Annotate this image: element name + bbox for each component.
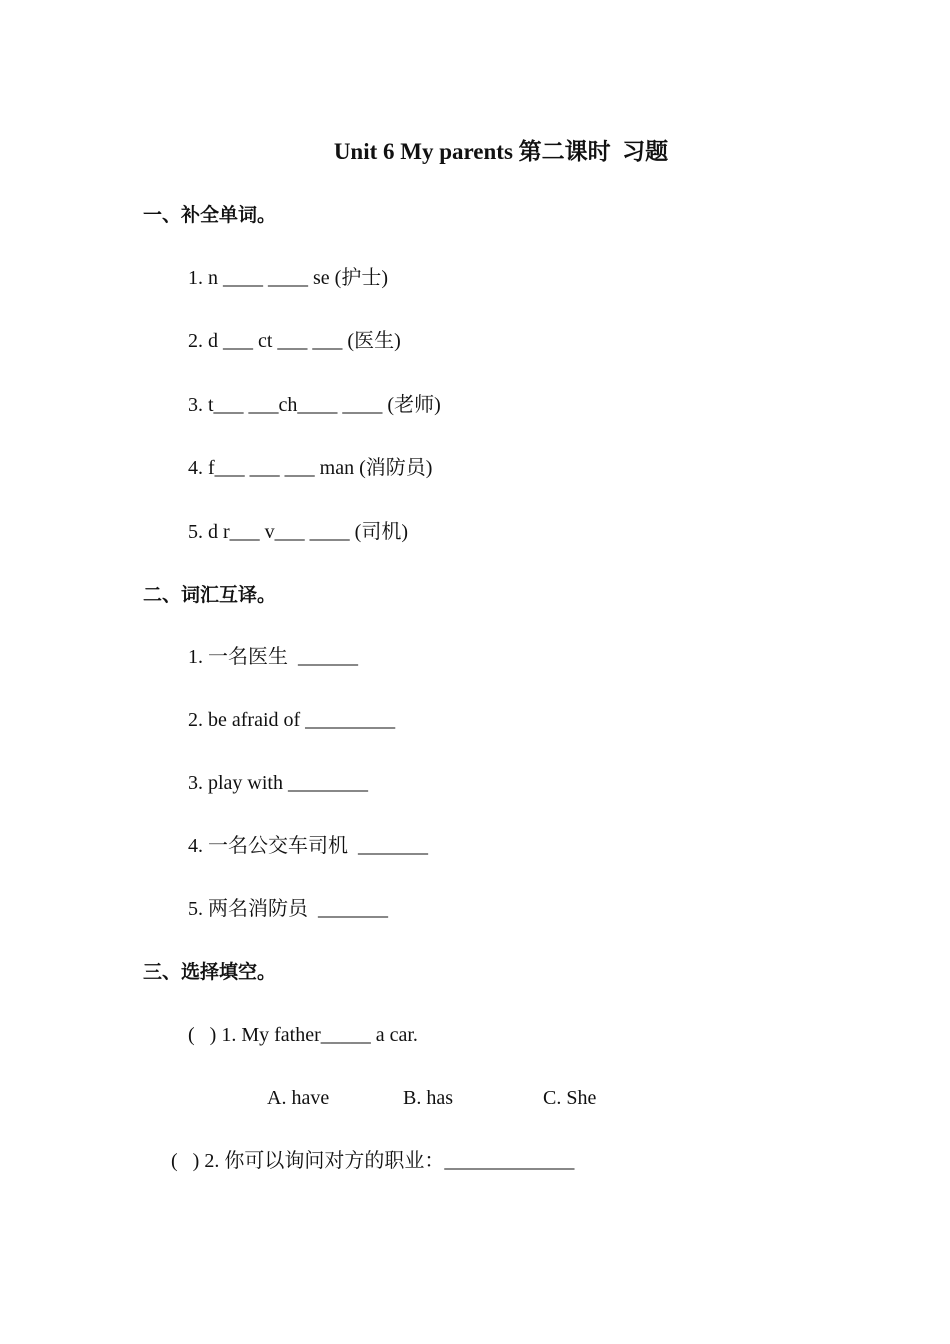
page-title: Unit 6 My parents 第二课时 习题: [333, 139, 669, 164]
section-1-heading: 一、补全单词。: [143, 204, 277, 226]
question-1-option-a: A. have: [267, 1087, 330, 1109]
question-1-option-b: B. has: [403, 1087, 453, 1109]
section-2-item-4: 4. 一名公交车司机 _______: [188, 835, 428, 857]
section-2-item-2: 2. be afraid of _________: [188, 709, 396, 731]
question-1-option-c: C. She: [543, 1087, 597, 1109]
section-2-item-1: 1. 一名医生 ______: [188, 646, 358, 668]
section-3-heading: 三、选择填空。: [143, 961, 277, 983]
section-1-item-5: 5. d r___ v___ ____ (司机): [188, 521, 408, 543]
section-1-item-4: 4. f___ ___ ___ man (消防员): [188, 457, 433, 479]
section-2-item-3: 3. play with ________: [188, 772, 368, 794]
section-1-item-2: 2. d ___ ct ___ ___ (医生): [188, 330, 401, 352]
question-1: ( ) 1. My father_____ a car.: [188, 1024, 418, 1046]
section-2-heading: 二、词汇互译。: [143, 584, 277, 606]
section-2-item-5: 5. 两名消防员 _______: [188, 898, 388, 920]
section-1-item-1: 1. n ____ ____ se (护士): [188, 267, 388, 289]
section-1-item-3: 3. t___ ___ch____ ____ (老师): [188, 394, 441, 416]
question-2: ( ) 2. 你可以询问对方的职业：_____________: [171, 1150, 575, 1172]
